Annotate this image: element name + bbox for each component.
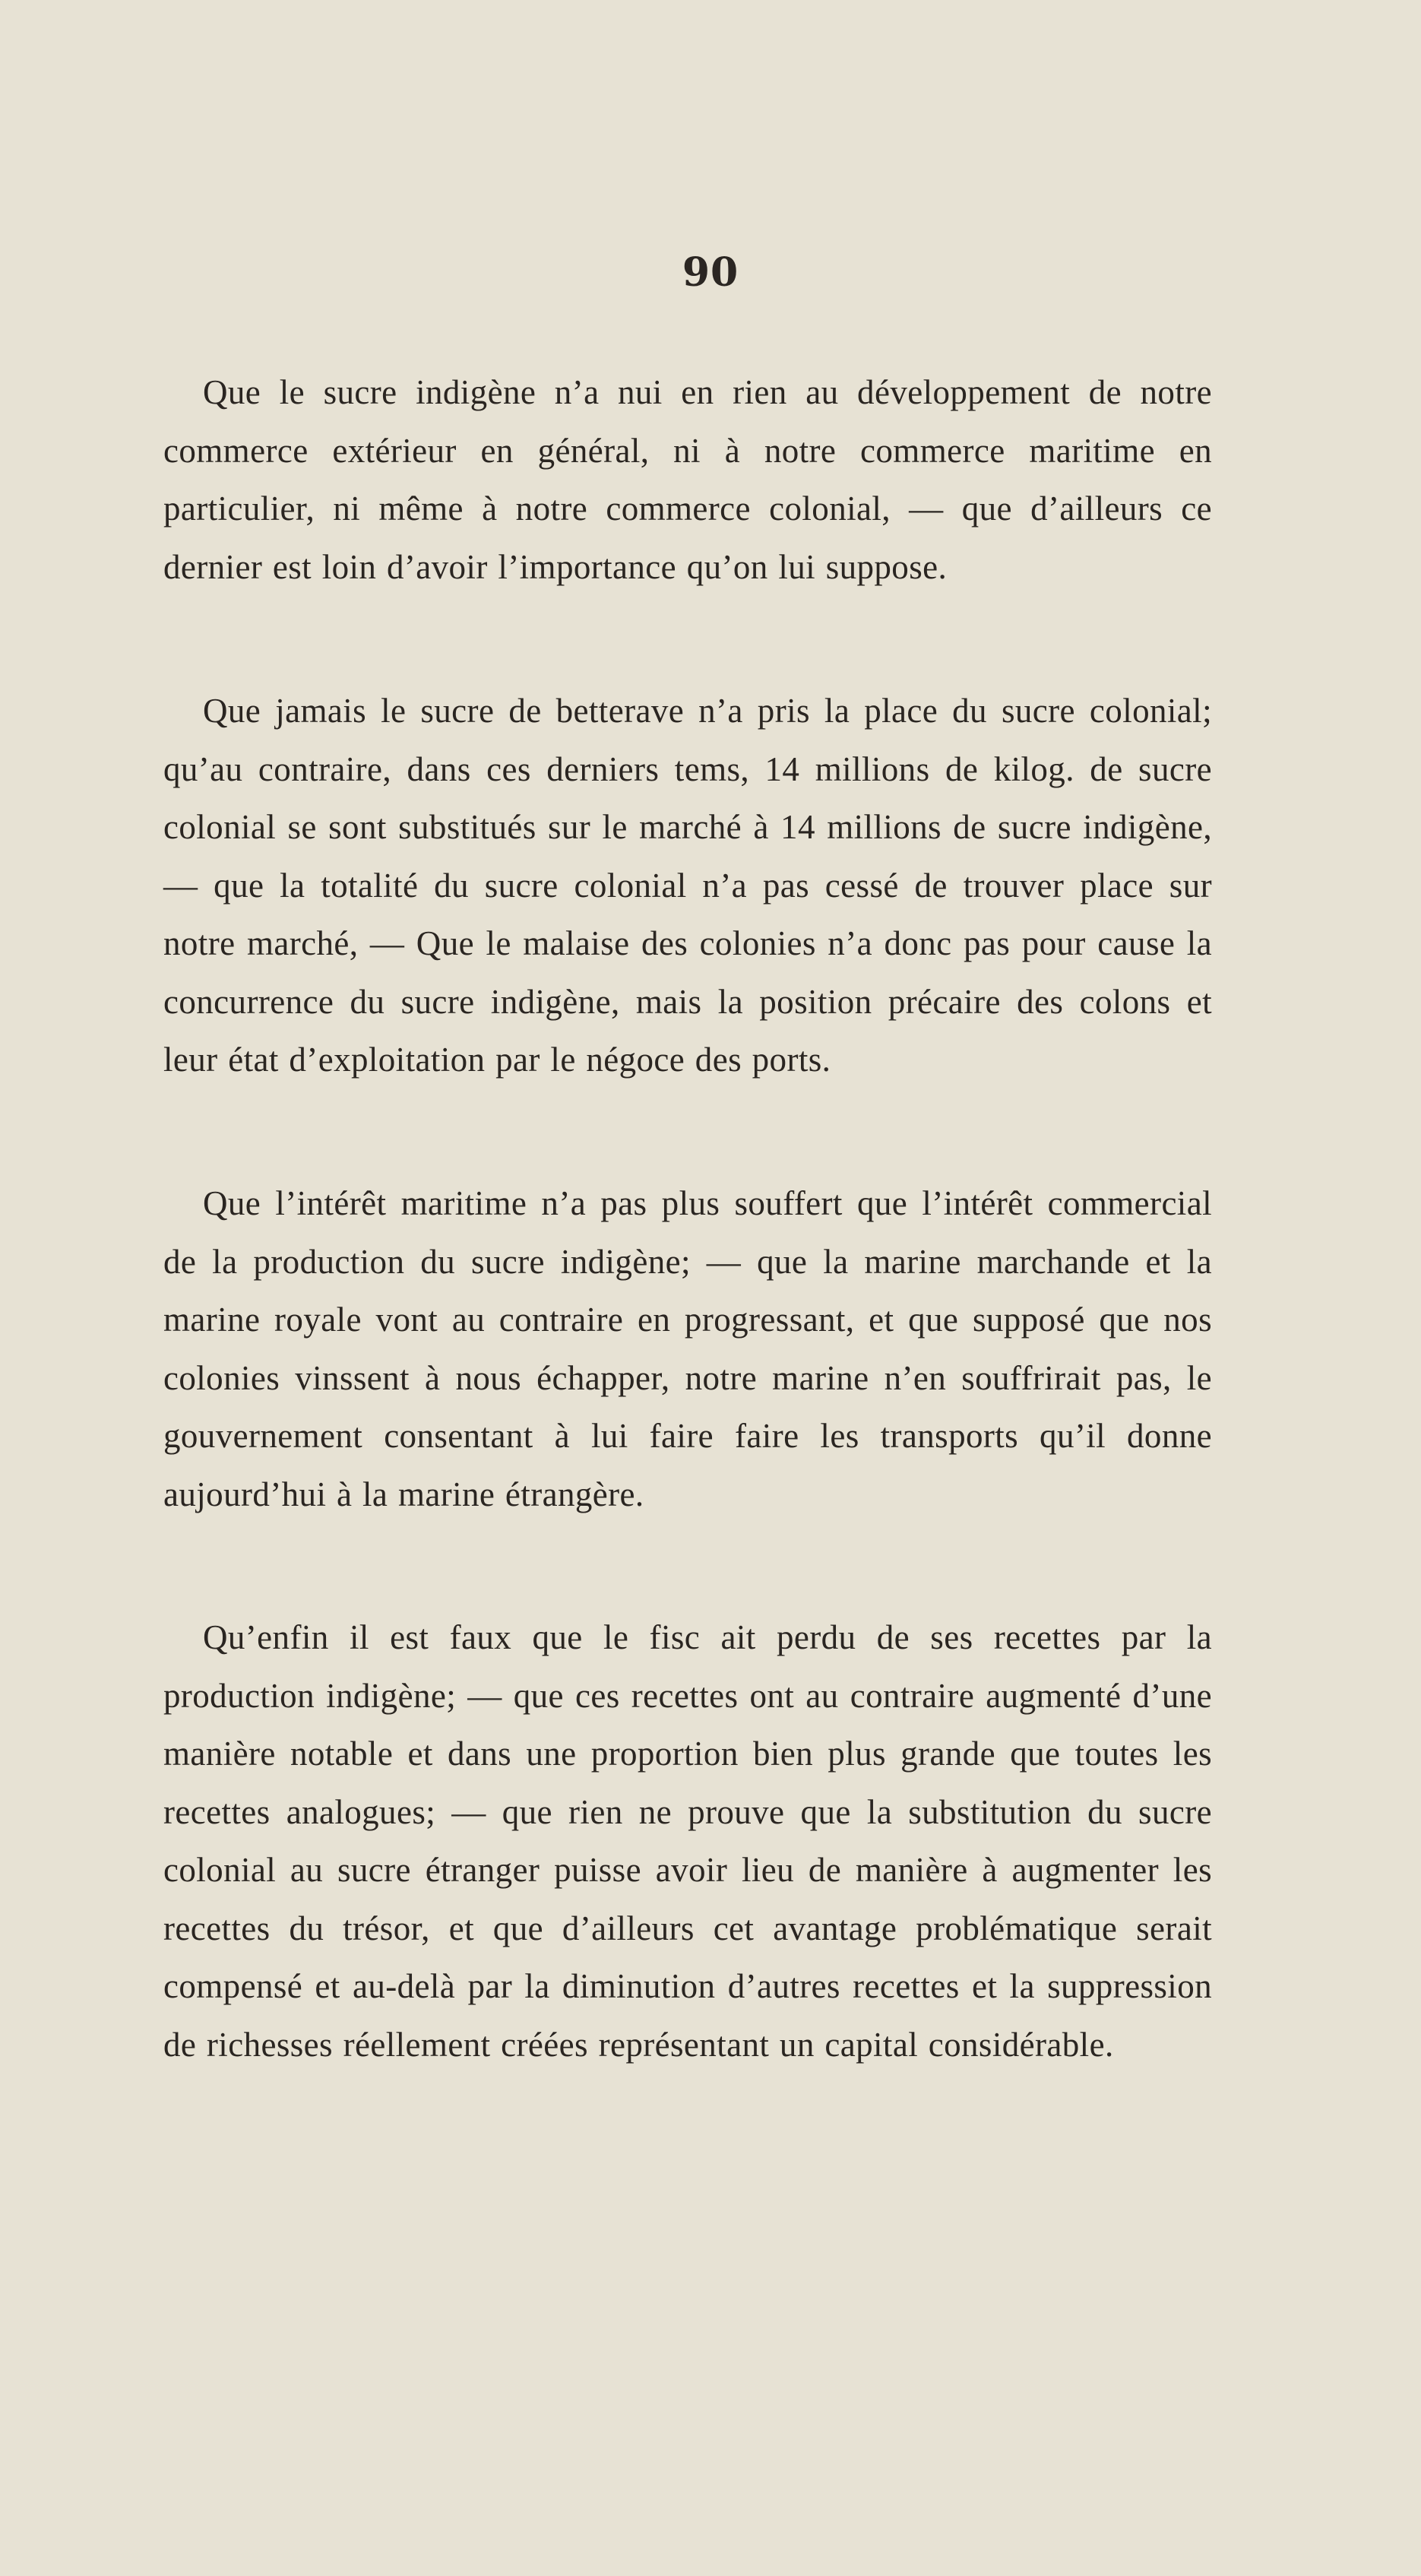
paragraph-maritime-interest [163,1174,1212,1523]
paragraph-text: Que le sucre indigène n’a nui en rien au développement de notre commerce extérieur en général, ni à notre commerce maritime en particulier, ni même à notre commerce colonial, — que d’ailleurs ce dernier est loin d’avoir l’importance qu’on lui suppose. [163,373,1212,586]
paragraph-fiscal-receipts [163,1608,1212,2074]
paragraph-commerce [163,363,1212,596]
paragraph-text: Que jamais le sucre de betterave n’a pris la place du sucre colonial; qu’au contraire, dans ces derniers tems, 14 millions de kilog. de sucre colonial se sont substitués sur le marché à 14 millions de sucre indigène, — que la totalité du sucre colonial n’a pas cessé de trouver place sur notre marché, — Que le malaise des colonies n’a donc pas pour cause la concurrence du sucre indigène, mais la position précaire des colons et leur état d’exploitation par le négoce des ports. [163,692,1212,1079]
page-number: 90 [682,249,739,296]
paragraph-text: Que l’intérêt maritime n’a pas plus souffert que l’intérêt commercial de la production du sucre indigène; — que la marine marchande et la marine royale vont au contraire en progressant, et que supposé que nos colonies vinssent à nous échapper, notre marine n’en souffrirait pas, le gouvernement consentant à lui faire faire les transports qu’il donne aujourd’hui à la marine étrangère. [163,1184,1212,1513]
paragraph-colonial-sugar [163,682,1212,1089]
paragraph-text: Qu’enfin il est faux que le fisc ait perdu de ses recettes par la production indigène; — que ces recettes ont au contraire augmenté d’une manière notable et dans une proportion bien plus grande que toutes les recettes analogues; — que rien ne prouve que la substitution du sucre colonial au sucre étranger puisse avoir lieu de manière à augmenter les recettes du trésor, et que d’ailleurs cet avantage problématique serait compensé et au-delà par la diminution d’autres recettes et la suppression de richesses réellement créées représentant un capital considérable. [163,1618,1212,2064]
